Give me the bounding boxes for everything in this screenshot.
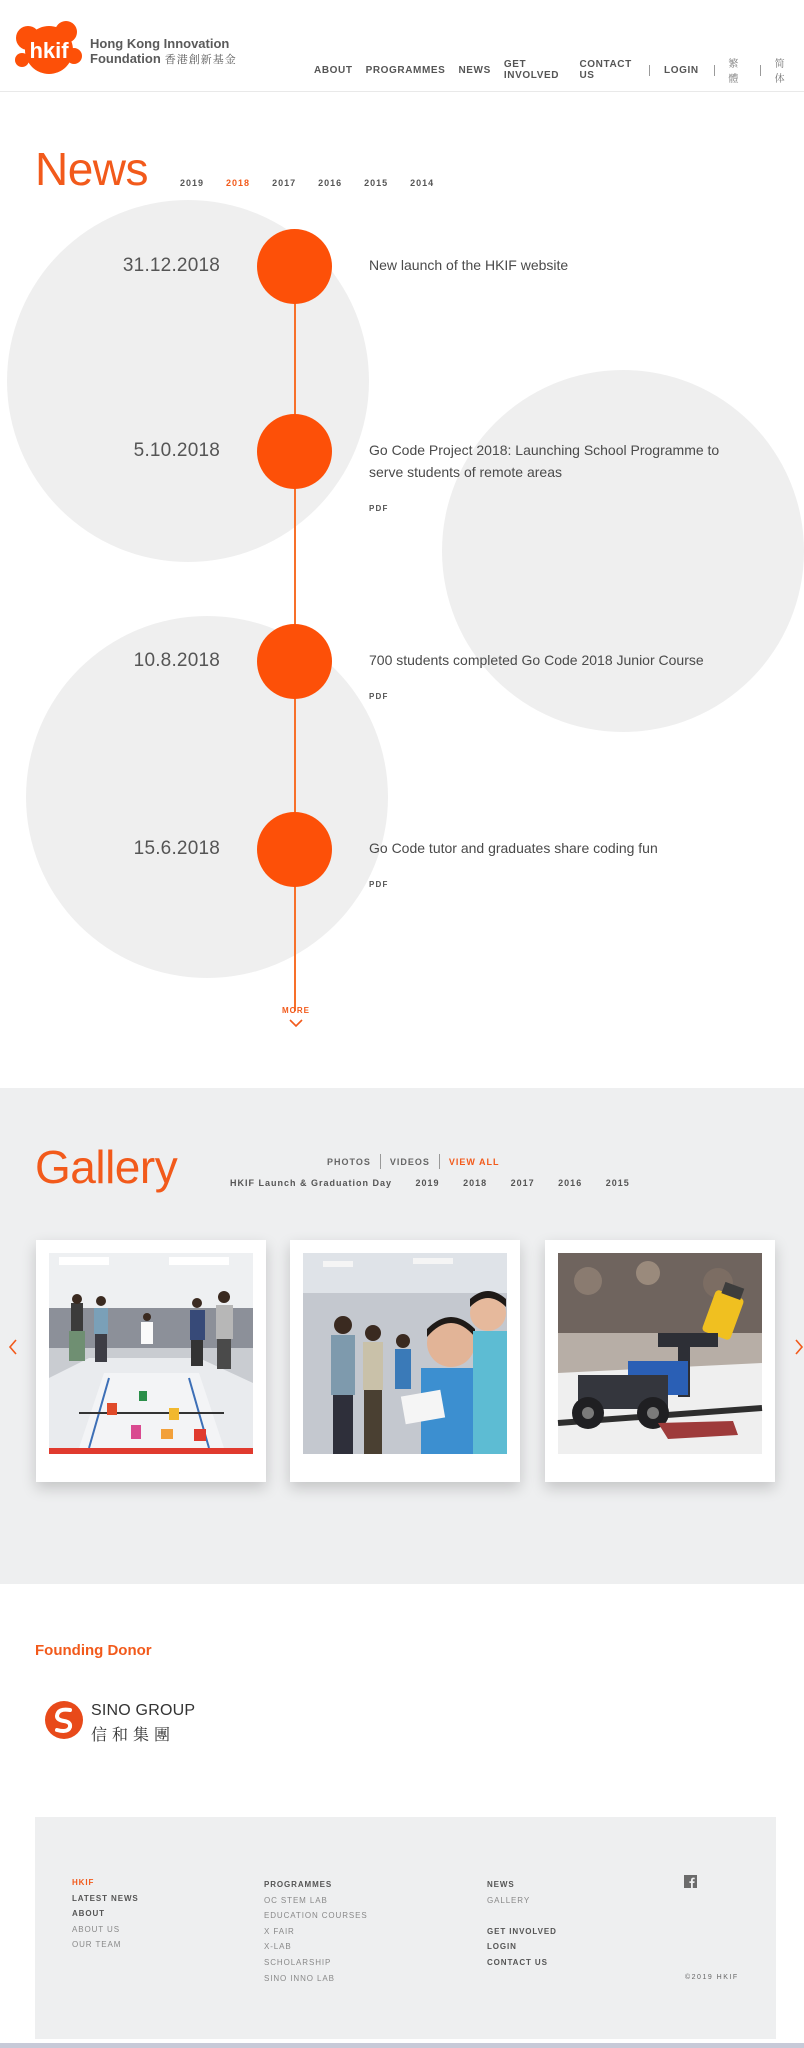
site-header — [0, 0, 804, 92]
students-robot-arena-photo — [49, 1253, 253, 1454]
news-headline-link[interactable]: Go Code Project 2018: Launching School Programme to serve students of remote areas — [369, 442, 720, 480]
footer-link-about[interactable]: ABOUT — [72, 1909, 105, 1919]
gallery-card[interactable] — [36, 1240, 266, 1482]
pdf-link[interactable]: PDF — [369, 880, 389, 889]
footer-link-news[interactable]: NEWS — [487, 1880, 515, 1889]
year-tab-2016[interactable]: 2016 — [318, 178, 343, 188]
logo-text: hkif — [29, 38, 69, 63]
year-tab-2018[interactable]: 2018 — [226, 178, 251, 188]
footer-link-our-team[interactable]: OUR TEAM — [72, 1940, 122, 1950]
footer-link-gallery[interactable]: GALLERY — [487, 1895, 531, 1905]
nav-login[interactable]: LOGIN — [663, 64, 699, 76]
category-tab-2015[interactable]: 2015 — [605, 1178, 630, 1188]
footer-link-oc-stem-lab[interactable]: OC STEM LAB — [264, 1895, 328, 1905]
footer-link-about-us[interactable]: ABOUT US — [72, 1924, 120, 1934]
more-button[interactable] — [281, 1006, 311, 1027]
footer-link-programmes[interactable]: PROGRAMMES — [264, 1880, 333, 1889]
category-tab-launch[interactable]: HKIF Launch & Graduation Day — [230, 1178, 393, 1188]
footer-link-education-courses[interactable]: EDUCATION COURSES — [264, 1911, 368, 1921]
sino-group-logo[interactable] — [44, 1700, 84, 1740]
footer-spacer — [487, 1908, 557, 1924]
gallery-card[interactable] — [290, 1240, 520, 1482]
year-tab-2015[interactable]: 2015 — [364, 178, 389, 188]
footer-link-sino-inno-lab[interactable]: SINO INNO LAB — [264, 1973, 335, 1983]
brand-name-line2: Foundation — [90, 51, 161, 66]
page-bottom-border — [0, 2043, 804, 2048]
nav-programmes[interactable]: PROGRAMMES — [365, 64, 446, 76]
news-date: 5.10.2018 — [133, 440, 220, 461]
news-date: 10.8.2018 — [133, 650, 220, 671]
filter-view-all[interactable]: VIEW ALL — [448, 1156, 500, 1167]
gallery-card[interactable] — [545, 1240, 775, 1482]
footer-link-contact-us[interactable]: CONTACT US — [487, 1957, 548, 1967]
robot-lifting-bottle-photo — [558, 1253, 762, 1454]
brand-name-line1: Hong Kong Innovation — [90, 36, 230, 51]
gallery-heading: Gallery — [35, 1141, 178, 1193]
nav-news[interactable]: NEWS — [458, 64, 491, 76]
timeline-dot — [257, 624, 332, 699]
gallery-section — [0, 1088, 804, 1584]
filter-photos[interactable]: PHOTOS — [327, 1156, 371, 1167]
more-label: MORE — [282, 1006, 310, 1015]
hkif-logo[interactable] — [14, 18, 84, 74]
filter-videos[interactable]: VIDEOS — [389, 1156, 430, 1167]
main-nav — [314, 55, 804, 85]
nav-get-involved[interactable]: GET INVOLVED — [503, 59, 560, 81]
news-heading: News — [35, 143, 149, 195]
footer-link-scholarship[interactable]: SCHOLARSHIP — [264, 1957, 332, 1967]
chevron-down-icon — [289, 1019, 303, 1027]
news-date: 31.12.2018 — [122, 255, 220, 276]
timeline-dot — [257, 229, 332, 304]
category-tab-2017[interactable]: 2017 — [510, 1178, 535, 1188]
news-headline-link[interactable]: Go Code tutor and graduates share coding fun — [369, 840, 658, 856]
filter-divider — [380, 1154, 381, 1169]
footer-link-login[interactable]: LOGIN — [487, 1942, 517, 1952]
gallery-filter — [327, 1154, 500, 1169]
chevron-right-icon[interactable] — [794, 1338, 804, 1356]
site-footer — [35, 1817, 776, 2039]
founding-donor-heading: Founding Donor — [35, 1642, 152, 1659]
news-date: 15.6.2018 — [133, 838, 220, 859]
news-headline-link[interactable]: New launch of the HKIF website — [369, 257, 569, 273]
footer-column-programmes — [264, 1877, 368, 1986]
pdf-link[interactable]: PDF — [369, 504, 389, 513]
gallery-category-tabs — [230, 1178, 630, 1188]
year-tab-2017[interactable]: 2017 — [272, 178, 297, 188]
decorative-circle — [442, 370, 804, 732]
nav-divider — [649, 65, 650, 76]
footer-link-get-involved[interactable]: GET INVOLVED — [487, 1926, 557, 1936]
students-laughing-photo — [303, 1253, 507, 1454]
nav-divider — [714, 65, 715, 76]
pdf-link[interactable]: PDF — [369, 692, 389, 701]
timeline-dot — [257, 812, 332, 887]
chevron-left-icon[interactable] — [8, 1338, 18, 1356]
news-year-tabs — [180, 178, 456, 188]
sino-group-english: SINO GROUP — [91, 1702, 196, 1719]
year-tab-2019[interactable]: 2019 — [180, 178, 205, 188]
brand-name[interactable] — [90, 36, 237, 68]
sino-group-chinese: 信和集團 — [91, 1727, 176, 1744]
nav-about[interactable]: ABOUT — [314, 64, 353, 76]
footer-link-latest-news[interactable]: LATEST NEWS — [72, 1893, 139, 1903]
footer-column-hkif — [72, 1875, 139, 1953]
year-tab-2014[interactable]: 2014 — [410, 178, 435, 188]
lang-traditional-chinese[interactable]: 繁體 — [728, 59, 740, 85]
news-headline-link[interactable]: 700 students completed Go Code 2018 Junior Course — [369, 652, 704, 668]
footer-column-news — [487, 1877, 557, 1971]
nav-contact-us[interactable]: CONTACT US — [579, 59, 632, 81]
lang-simplified-chinese[interactable]: 简体 — [774, 59, 786, 85]
brand-chinese-name: 香港創新基金 — [164, 54, 237, 66]
footer-link-x-fair[interactable]: X FAIR — [264, 1926, 295, 1936]
category-tab-2019[interactable]: 2019 — [415, 1178, 440, 1188]
footer-link-x-lab[interactable]: X-LAB — [264, 1942, 292, 1952]
filter-divider — [439, 1154, 440, 1169]
timeline-dot — [257, 414, 332, 489]
facebook-icon[interactable] — [684, 1875, 697, 1888]
copyright: ©2019 HKIF — [685, 1974, 739, 1981]
footer-link-hkif[interactable]: HKIF — [72, 1878, 95, 1887]
nav-divider — [760, 65, 761, 76]
category-tab-2016[interactable]: 2016 — [558, 1178, 583, 1188]
category-tab-2018[interactable]: 2018 — [463, 1178, 488, 1188]
